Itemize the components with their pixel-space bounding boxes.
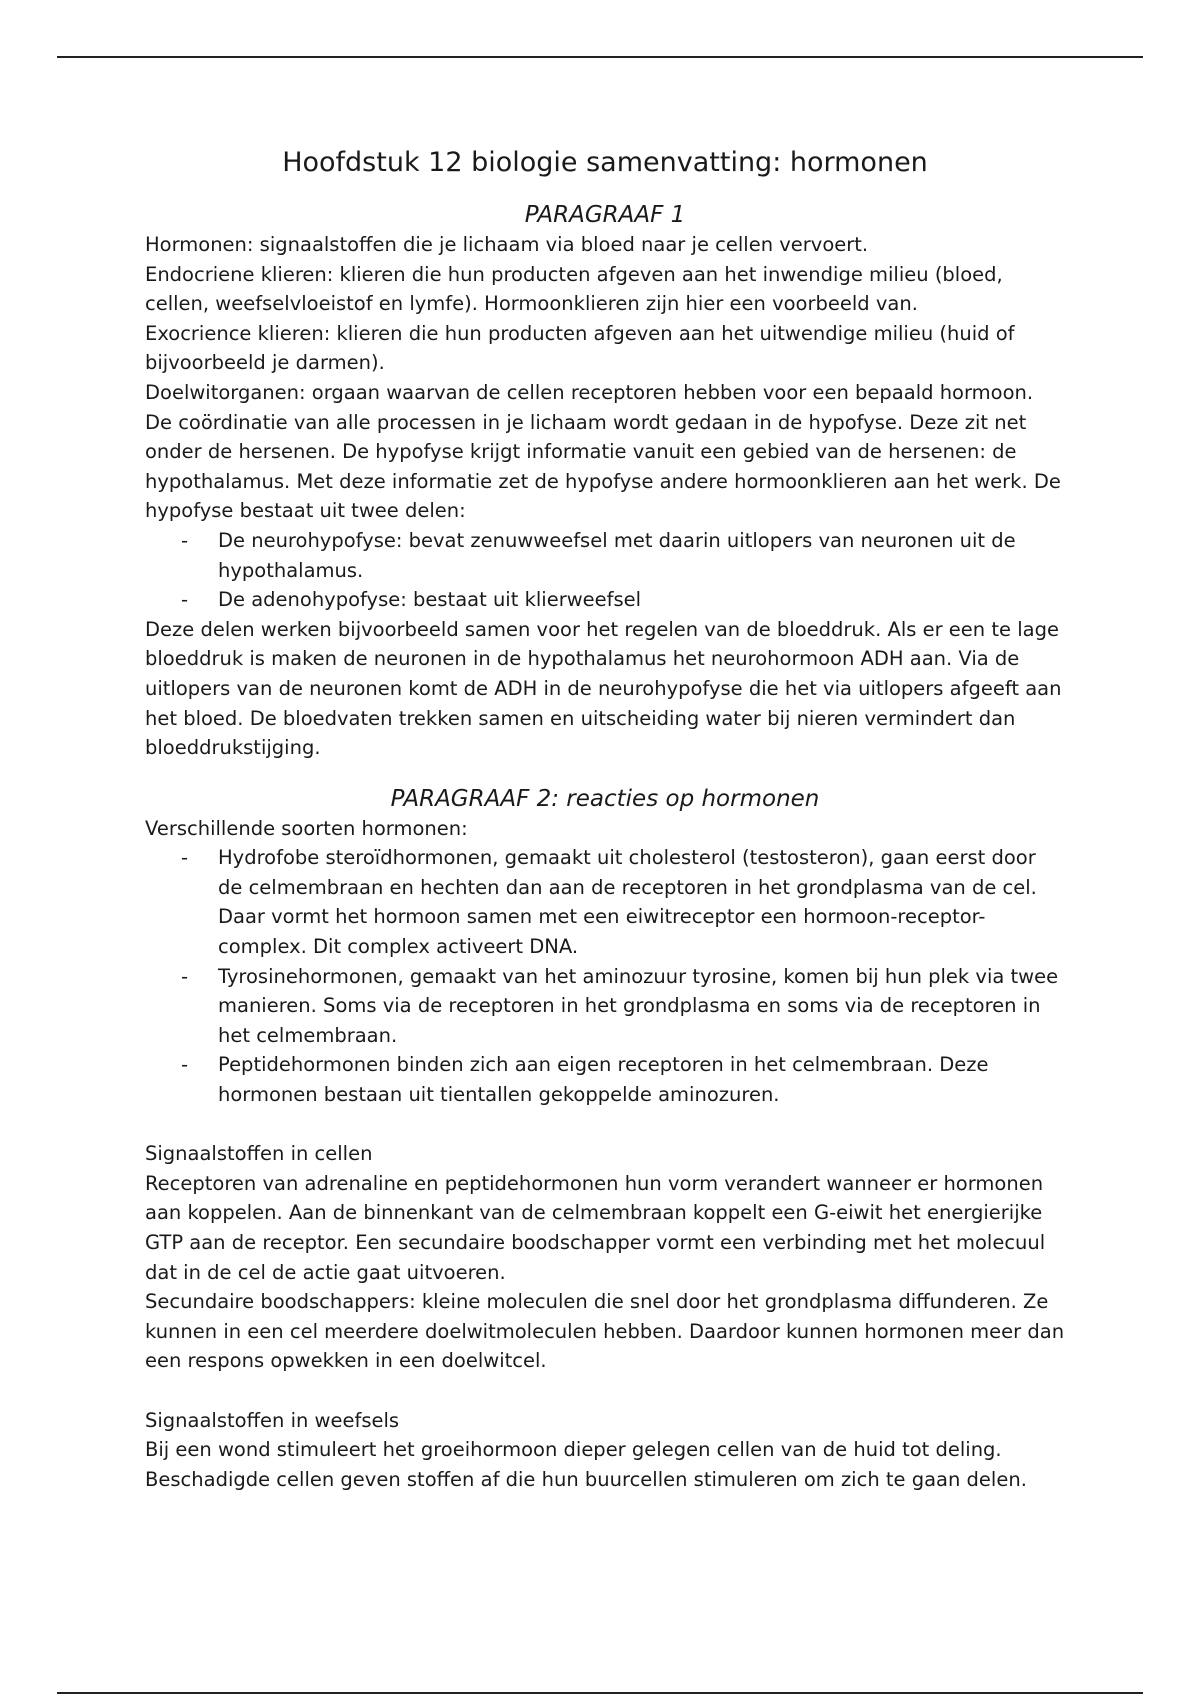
subsection-heading-cellen: Signaalstoffen in cellen (145, 1142, 373, 1166)
list-item: - Tyrosinehormonen, gemaakt van het aminozuur tyrosine, komen bij hun plek via twee manieren. Soms via de receptoren in het grondplasma en soms via de receptoren in het celmembraan. (218, 962, 1065, 1051)
document-title: Hoofdstuk 12 biologie samenvatting: hormonen (282, 147, 928, 178)
paragraph-bloeddruk: Deze delen werken bijvoorbeeld samen voor het regelen van de bloeddruk. Als er een te lage bloeddruk is maken de neuronen in de hypothalamus het neurohormoon ADH aan. Via de uitlopers van de neuronen komt de ADH in de neurohypofyse die het via uitlopers afgeeft aan het bloed. De bloedvaten trekken samen en uitscheiding water bij nieren vermindert dan bloeddrukstijging. (145, 617, 1062, 760)
paragraph-secundaire-boodschappers: Secundaire boodschappers: kleine moleculen die snel door het grondplasma diffunderen. Ze kunnen in een cel meerdere doelwitmoleculen hebben. Daardoor kunnen hormonen meer dan een respons opwekken in een doelwitcel. (145, 1290, 1065, 1373)
paragraph-wond: Bij een wond stimuleert het groeihormoon dieper gelegen cellen van de huid tot deling. Beschadigde cellen geven stoffen af die hun buurcellen stimuleren om zich te gaan delen. (145, 1438, 1027, 1491)
spacer (145, 1110, 1065, 1140)
list-item: - Hydrofobe steroïdhormonen, gemaakt uit cholesterol (testosteron), gaan eerst door de celmembraan en hechten dan aan de receptoren in het grondplasma van de cel. Daar vormt het hormoon samen met een eiwitreceptor een hormoon-receptor-complex. Dit complex activeert DNA. (218, 843, 1065, 961)
list-item: - De adenohypofyse: bestaat uit klierweefsel (218, 585, 1065, 615)
section-1-heading: PARAGRAAF 1 (524, 202, 686, 228)
paragraph-doelwitorganen: Doelwitorganen: orgaan waarvan de cellen receptoren hebben voor een bepaald hormoon. De coördinatie van alle processen in je lichaam wordt gedaan in de hypofyse. Deze zit net onder de hersenen. De hypofyse krijgt informatie vanuit een gebied van de hersenen: de hypothalamus. Met deze informatie zet de hypofyse andere hormoonklieren aan het werk. De hypofyse bestaat uit twee delen: (145, 380, 1061, 523)
header-rule (57, 56, 1143, 58)
document-page (145, 144, 1065, 1494)
paragraph-exocriene-klieren: Exocrience klieren: klieren die hun producten afgeven aan het uitwendige milieu (huid of bijvoorbeeld je darmen). (145, 321, 1015, 375)
section-2-heading: PARAGRAAF 2: reacties op hormonen (390, 785, 820, 812)
hypofyse-list (145, 526, 1065, 615)
hormone-types-list (145, 843, 1065, 1109)
subsection-heading-weefsels: Signaalstoffen in weefsels (145, 1408, 400, 1432)
list-item: - De neurohypofyse: bevat zenuwweefsel met daarin uitlopers van neuronen uit de hypothalamus. (218, 526, 1065, 585)
footer-rule (57, 1692, 1143, 1694)
paragraph-hormonen: Hormonen: signaalstoffen die je lichaam via bloed naar je cellen vervoert. (145, 233, 869, 256)
paragraph-soorten-hormonen: Verschillende soorten hormonen: (145, 816, 468, 840)
list-item: - Peptidehormonen binden zich aan eigen receptoren in het celmembraan. Deze hormonen bestaan uit tientallen gekoppelde aminozuren. (218, 1050, 1065, 1109)
paragraph-endocriene-klieren: Endocriene klieren: klieren die hun producten afgeven aan het inwendige milieu (bloed, cellen, weefselvloeistof en lymfe). Hormoonklieren zijn hier een voorbeeld van. (145, 262, 1003, 316)
paragraph-receptoren: Receptoren van adrenaline en peptidehormonen hun vorm verandert wanneer er hormonen aan koppelen. Aan de binnenkant van de celmembraan koppelt een G-eiwit het energierijke GTP aan de receptor. Een secundaire boodschapper vormt een verbinding met het molecuul dat in de cel de actie gaat uitvoeren. (145, 1171, 1046, 1284)
spacer (145, 1376, 1065, 1406)
